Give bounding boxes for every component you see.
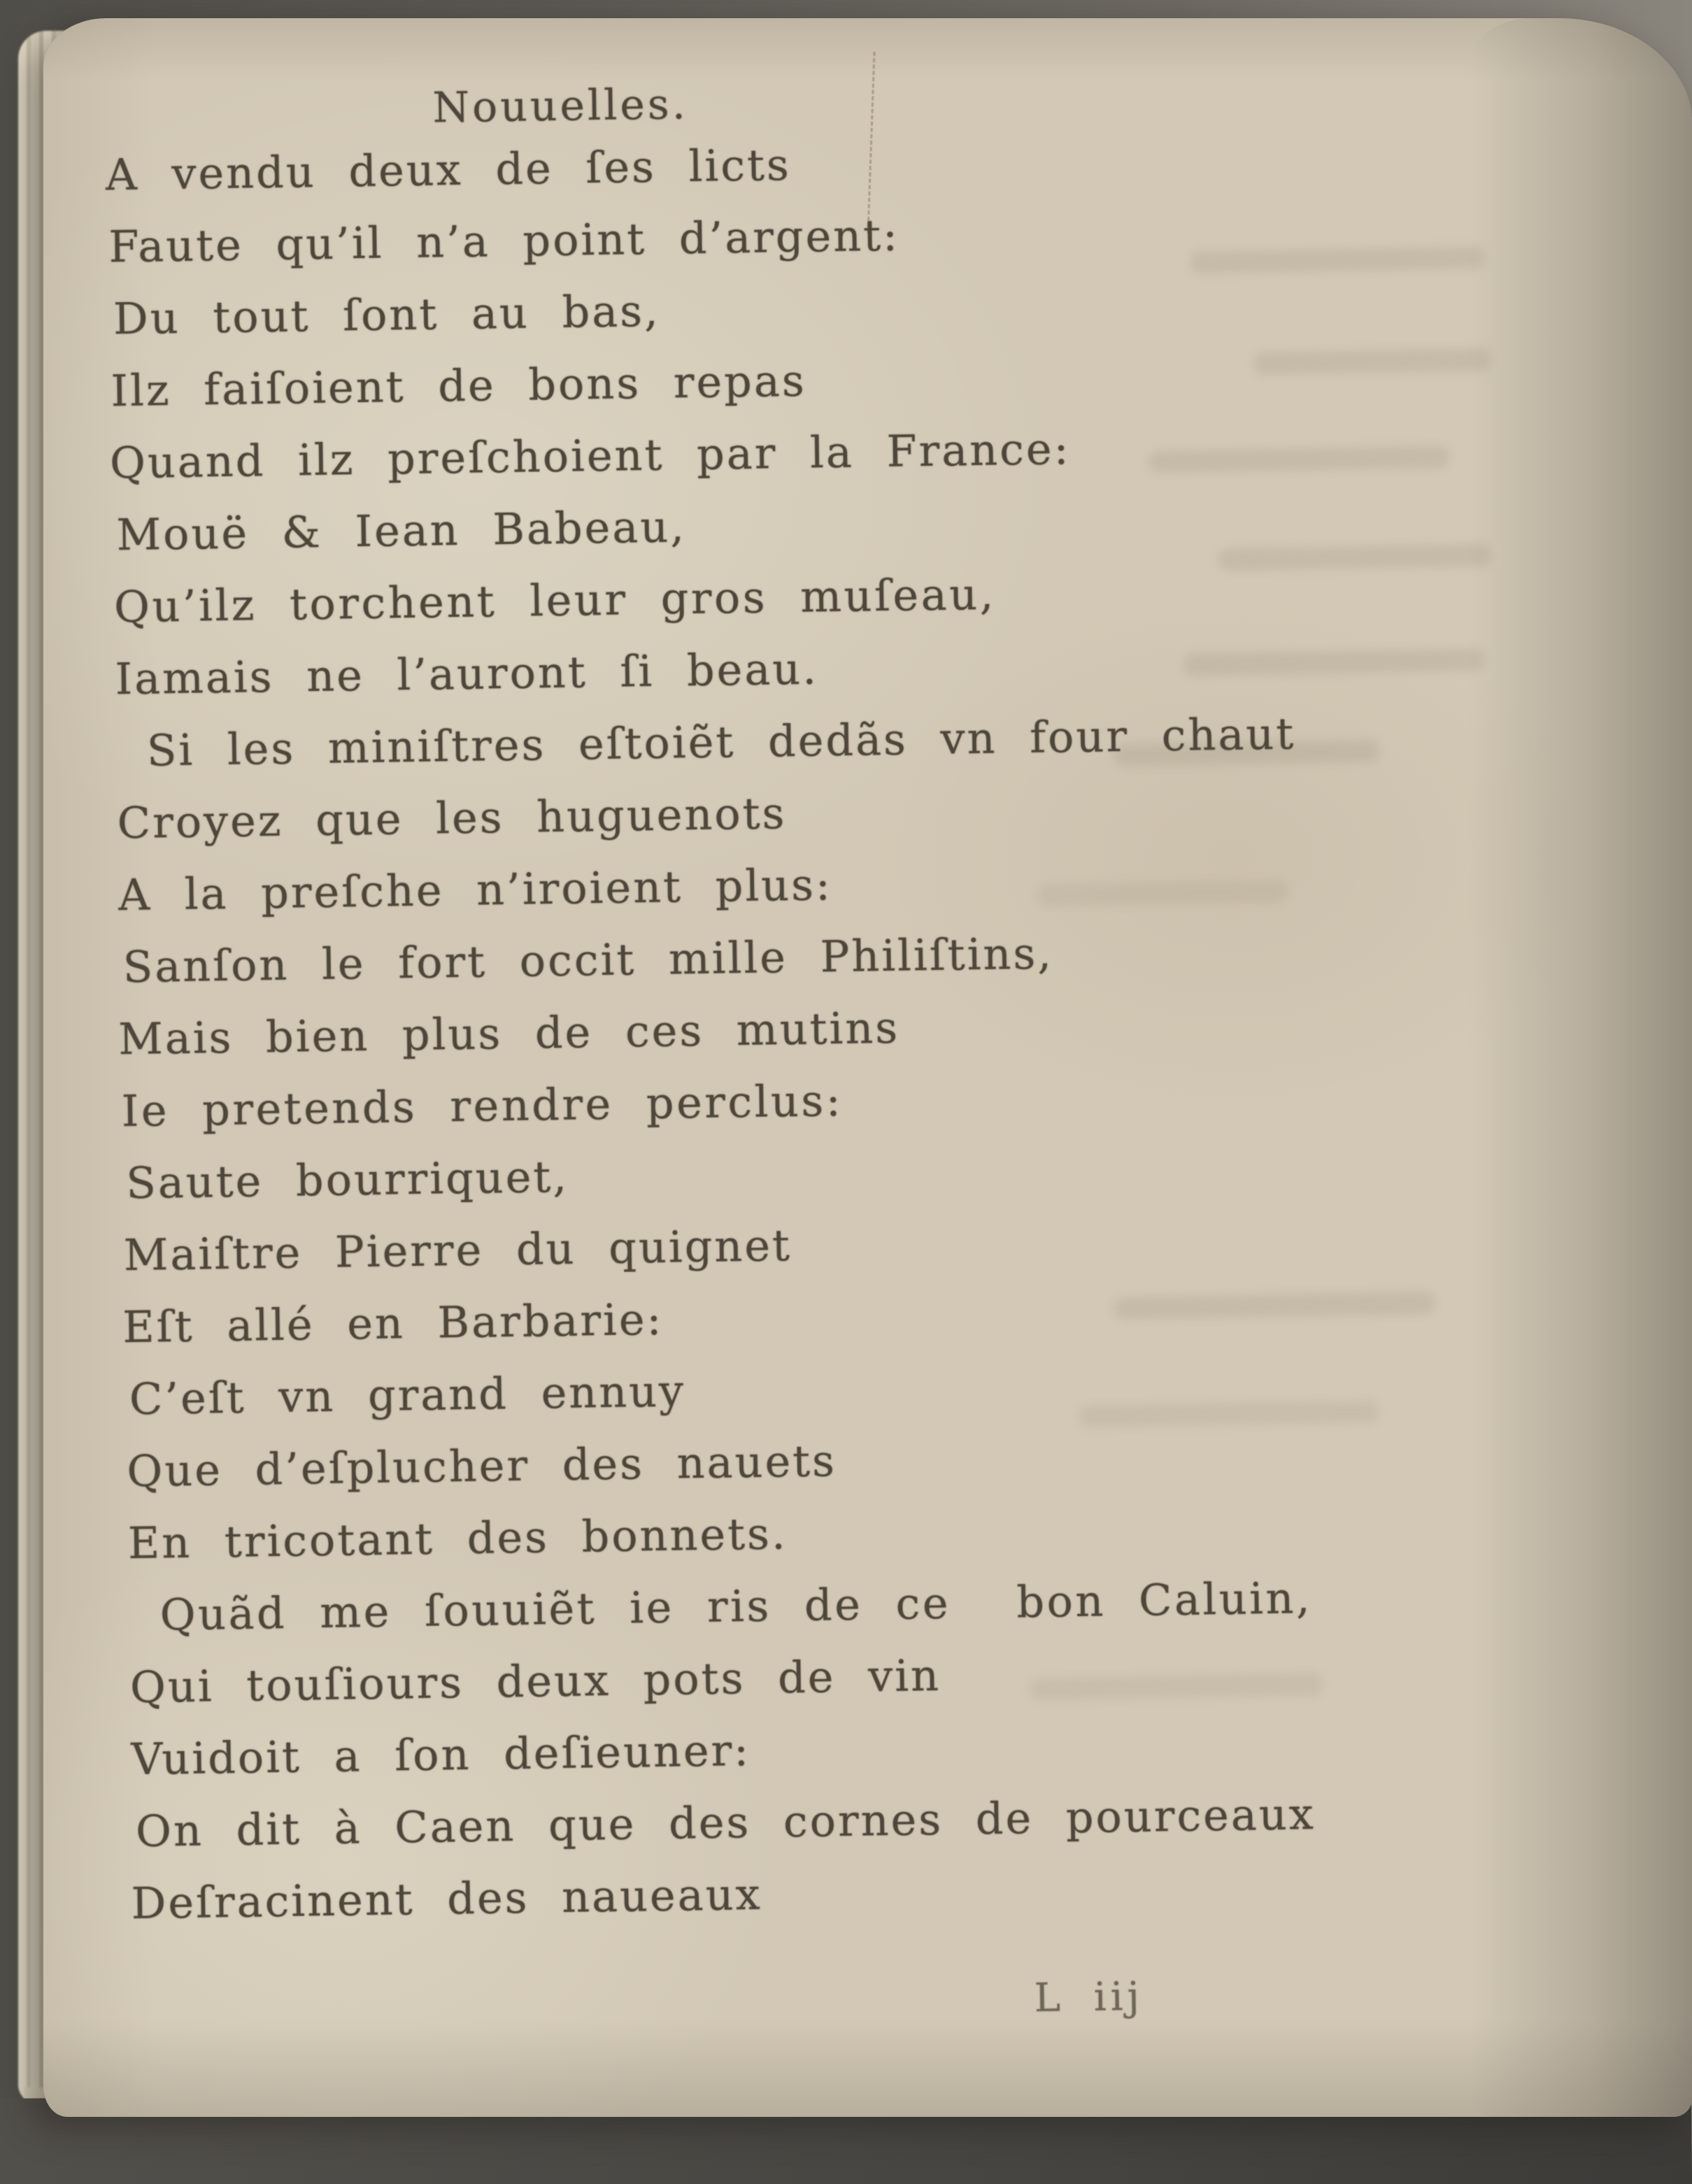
poem-line: C’eſt vn grand ennuy — [129, 1365, 686, 1425]
page-header: Nouuelles. — [432, 80, 689, 133]
poem-line: Vuidoit a ſon deſieuner: — [131, 1724, 751, 1785]
poem-line: Croyez que les huguenots — [117, 787, 787, 849]
poem-line: On dit à Caen que des cornes de pourceaux — [135, 1788, 1316, 1857]
poem-line: A vendu deux de ſes licts — [105, 138, 792, 201]
poem-line: Faute qu’il n’a point d’argent: — [108, 209, 900, 273]
page-curve-shadow — [1468, 18, 1692, 2117]
poem-line: Qui touſiours deux pots de vin — [129, 1649, 941, 1713]
poem-line: En tricotant des bonnets. — [127, 1508, 788, 1569]
poem-line: A la preſche n’iroient plus: — [118, 859, 833, 921]
poem-line: Saute bourriquet, — [125, 1150, 569, 1209]
poem-line: Deſracinent des naueaux — [131, 1868, 763, 1929]
poem-line: Que d’eſplucher des nauets — [126, 1435, 837, 1497]
poem-line: Quand ilz preſchoient par la France: — [109, 422, 1071, 489]
poem-line: Mais bien plus de ces mutins — [118, 1001, 900, 1065]
poem-line: Mouë & Iean Babeau, — [116, 501, 687, 561]
book-page — [43, 18, 1692, 2117]
poem-line: Quãd me ſouuiẽt ie ris de ce bon Caluin, — [126, 1572, 1313, 1641]
poem — [107, 116, 1677, 1939]
poem-line: Eſt allé en Barbarie: — [122, 1293, 664, 1353]
printed-text — [106, 66, 1679, 2046]
poem-line: Si les miniſtres eſtoiẽt dedãs vn four chaut — [113, 708, 1296, 777]
poem-line: Sanſon le fort occit mille Philiſtins, — [122, 927, 1054, 993]
poem-line: Iamais ne l’auront ſi beau. — [115, 643, 819, 705]
poem-line: Du tout ſont au bas, — [113, 285, 661, 345]
poem-line: Qu’ilz torchent leur gros muſeau, — [113, 568, 997, 633]
signature-mark: L iij — [1034, 1974, 1144, 2021]
poem-line: Ilz faiſoient de bons repas — [110, 355, 807, 417]
poem-line: Maiſtre Pierre du quignet — [123, 1220, 792, 1281]
poem-line: Ie pretends rendre perclus: — [121, 1074, 844, 1137]
